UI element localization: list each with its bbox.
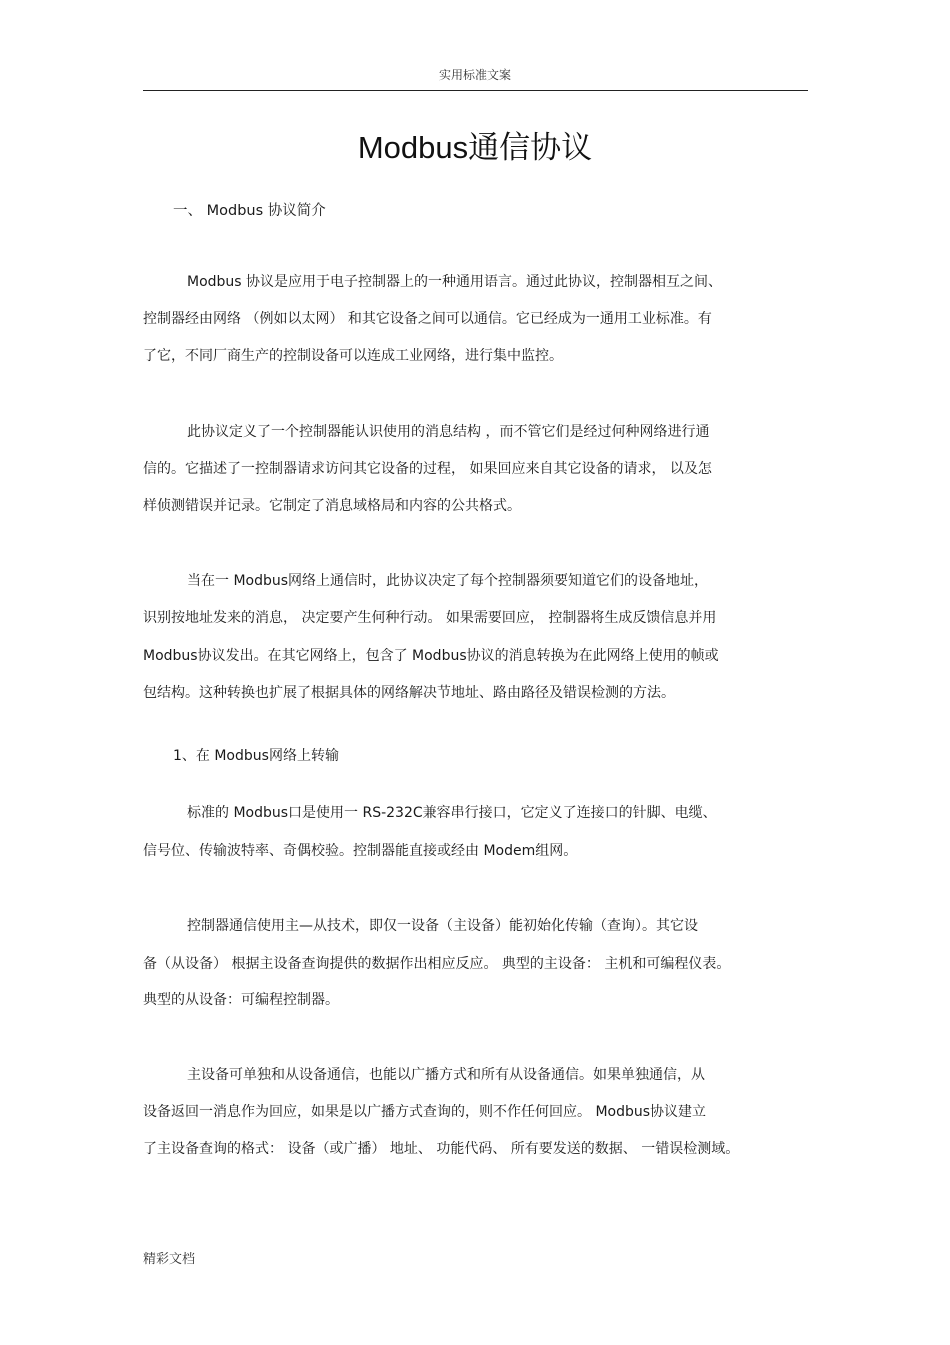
paragraph-3-line-1: 当在一 Modbus网络上通信时，此协议决定了每个控制器须要知道它们的设备地址， (187, 573, 709, 589)
paragraph-4-line-2: 信号位、传输波特率、奇偶校验。控制器能直接或经由 Modem组网。 (143, 843, 578, 859)
paragraph-5-line-3: 典型的从设备：可编程控制器。 (143, 992, 339, 1008)
header-divider (143, 90, 808, 91)
paragraph-6-line-1: 主设备可单独和从设备通信，也能以广播方式和所有从设备通信。如果单独通信，从 (187, 1067, 705, 1083)
paragraph-2-line-1: 此协议定义了一个控制器能认识使用的消息结构 ，而不管它们是经过何种网络进行通 (187, 424, 710, 440)
paragraph-1-line-2: 控制器经由网络 （例如以太网） 和其它设备之间可以通信。它已经成为一通用工业标准。有 (143, 311, 712, 327)
paragraph-5-line-1: 控制器通信使用主—从技术，即仅一设备（主设备）能初始化传输（查询）。其它设 (187, 918, 698, 934)
paragraph-5-line-2: 备（从设备） 根据主设备查询提供的数据作出相应反应。 典型的主设备： 主机和可编程仪表。 (143, 956, 731, 972)
paragraph-6-line-3: 了主设备查询的格式： 设备（或广播） 地址、 功能代码、 所有要发送的数据、 一错误检测域。 (143, 1141, 740, 1157)
paragraph-2-line-2: 信的。它描述了一控制器请求访问其它设备的过程， 如果回应来自其它设备的请求， 以及怎 (143, 461, 712, 477)
paragraph-1-line-1: Modbus 协议是应用于电子控制器上的一种通用语言。通过此协议，控制器相互之间、 (187, 274, 723, 290)
header-text: 实用标准文案 (438, 68, 511, 82)
document-title: Modbus通信协议 (357, 130, 593, 165)
paragraph-2-line-3: 样侦测错误并记录。它制定了消息域格局和内容的公共格式。 (143, 498, 521, 514)
section-heading-1: 一、 Modbus 协议简介 (173, 203, 326, 219)
paragraph-4-line-1: 标准的 Modbus口是使用一 RS-232C兼容串行接口，它定义了连接口的针脚、电缆、 (187, 805, 717, 821)
paragraph-1-line-3: 了它，不同厂商生产的控制设备可以连成工业网络，进行集中监控。 (143, 348, 563, 364)
subsection-heading-1: 1、在 Modbus网络上转输 (173, 748, 339, 764)
paragraph-3-line-3: Modbus协议发出。在其它网络上，包含了 Modbus协议的消息转换为在此网络上使用的帧或 (143, 648, 719, 664)
page-footer: 精彩文档 (143, 1252, 196, 1267)
paragraph-6-line-2: 设备返回一消息作为回应，如果是以广播方式查询的，则不作任何回应。 Modbus协议建立 (143, 1104, 707, 1120)
paragraph-3-line-2: 识别按地址发来的消息， 决定要产生何种行动。 如果需要回应， 控制器将生成反馈信息并用 (143, 610, 717, 626)
paragraph-3-line-4: 包结构。这种转换也扩展了根据具体的网络解决节地址、路由路径及错误检测的方法。 (143, 685, 675, 701)
